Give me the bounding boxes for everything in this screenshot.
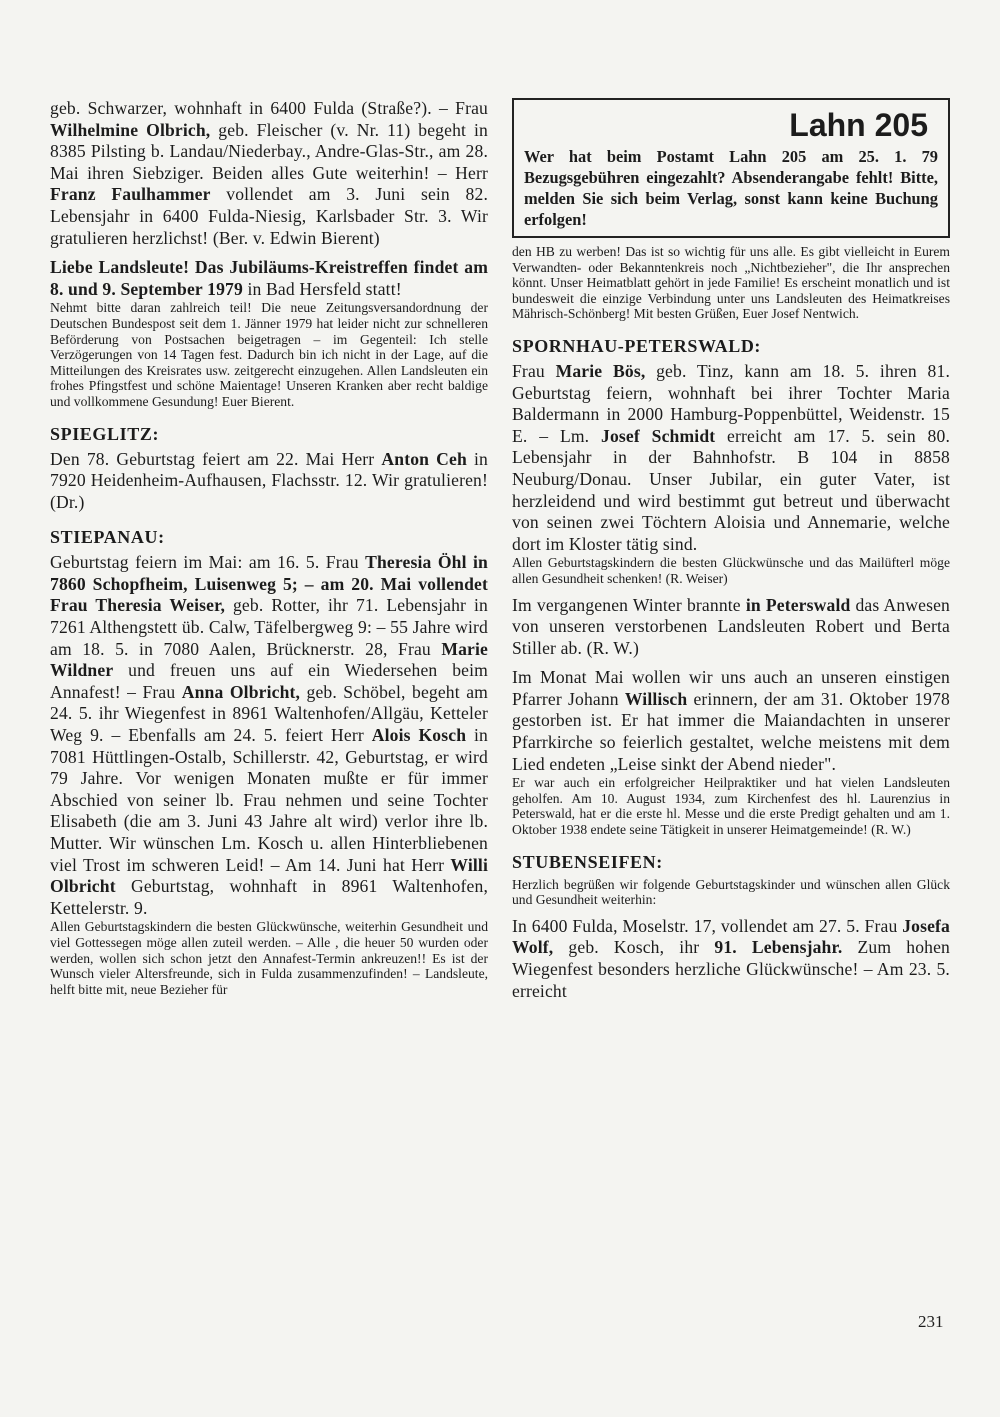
paragraph-peterswald-fire: Im vergangenen Winter brannte in Peterswald das Anwesen von unseren verstorbenen Landsleuten Robert und Berta Stiller ab. (R. W.) [512,594,950,658]
notice-box-text [524,146,938,230]
emphasis: Willisch [624,688,688,709]
emphasis: Anton Ceh [381,448,467,469]
emphasis: Alois Kosch [371,725,467,746]
section-heading-spieglitz: SPIEGLITZ: [50,423,160,444]
emphasis: 91. Lebensjahr. [714,937,843,958]
emphasis: Theresia Öhl in 7860 Schopfheim, Luisenweg 5; – am 20. Mai vollendet Frau Theresia Weiser, [50,552,488,616]
paragraph-spornhau: Frau Marie Bös, geb. Tinz, kann am 18. 5. ihren 81. Geburtstag feiern, wohnhaft bei ihrer Tochter Maria Baldermann in 2000 Hamburg-Poppenbüttel, Weidenstr. 15 E. – Lm. Josef Schmidt erreicht am 17. 5. sein 80. Lebensjahr in der Bahnhofstr. B 104 in 8858 Neuburg/Donau. Unser Jubilar, ein guter Vater, ist herzleidend und wird bestimmt gut betreut und überwacht von seinen zwei Töchtern Aloisia und Annemarie, welche dort im Kloster tätig sind. [512,360,950,554]
emphasis: Liebe Landsleute! Das Jubiläums-Kreistreffen findet am 8. und 9. September 1979 [50,257,488,299]
paragraph-kreistreffen: Liebe Landsleute! Das Jubiläums-Kreistreffen findet am 8. und 9. September 1979 in Bad Hersfeld statt! [50,257,488,299]
emphasis: Anna Olbricht, [181,681,301,702]
paragraph-stubenseifen-intro: Herzlich begrüßen wir folgende Geburtstagskinder und wünschen allen Glück und Gesundheit weiterhin: [512,876,950,908]
emphasis: Wilhelmine Olbrich, [50,119,211,140]
left-column [50,98,488,997]
paragraph-stiepanau-wishes: Allen Geburtstagskindern die besten Glückwünsche, weiterhin Gesundheit und viel Gottessegen möge allen zuteil werden. – Alle , die heuer 50 wurden oder werden, wollen sich schon jetzt den Annafest-Termin ankreuzen!! Es ist der Wunsch vieler Altersfreunde, sich in Fulda zusammenzufinden! – Landsleute, helft bitte mit, neue Bezieher für [50,919,488,997]
section-heading-stiepanau: STIEPANAU: [50,527,165,548]
section-heading-spornhau-peterswald: SPORNHAU-PETERSWALD: [512,335,762,356]
paragraph-stiepanau: Geburtstag feiern im Mai: am 16. 5. Frau Theresia Öhl in 7860 Schopfheim, Luisenweg 5; – am 20. Mai vollendet Frau Theresia Weiser, geb. Rotter, ihr 71. Lebensjahr in 7261 Althengstett üb. Calw, Täfelbergweg 9: – 55 Jahre wird am 18. 5. in 7080 Aalen, Brücknerstr. 28, Frau Marie Wildner und freuen uns auf ein Wiedersehen beim Annafest! – Frau Anna Olbricht, geb. Schöbel, begeht am 24. 5. ihr Wiegenfest in 8961 Waltenhofen/Allgäu, Ketteler Weg 9. – Ebenfalls am 24. 5. feiert Herr Alois Kosch in 7081 Hüttlingen-Ostalb, Schillerstr. 42, Geburtstag, er wird 79 Jahre. Vor wenigen Monaten mußte er für immer Abschied von seiner lb. Frau nehmen und seine Tochter Elisabeth (die am 3. Juni 43 Jahre alt wird) verlor ihre lb. Mutter. Wir wünschen Lm. Kosch u. allen Hinterbliebenen viel Trost im schweren Leid! – Am 14. Juni hat Herr Willi Olbricht Geburtstag, wohnhaft in 8961 Waltenhofen, Kettelerstr. 9. [50,552,488,918]
paragraph-hb-werben: den HB zu werben! Das ist so wichtig für uns alle. Es gibt vielleicht in Eurem Verwandten- oder Bekanntenkreis noch „Nichtbezieher", die Ihr ansprechen könnt. Unser Heimatblatt gehört in jede Familie! Es erscheint monatlich und ist bundesweit die einzige Verbindung unter uns Landsleuten des Heimatkreises Mährisch-Schönberg! Mit besten Grüßen, Euer Josef Nentwich. [512,244,950,322]
emphasis: Franz Faulhammer [50,184,211,205]
emphasis: Postamt Lahn 205 am 25. 1. 79 [656,147,939,166]
notice-box-lahn-205 [512,98,950,238]
emphasis: Marie Bös, [555,360,646,381]
emphasis: Josefa Wolf, [512,915,950,958]
emphasis: Wer hat beim [524,147,657,166]
emphasis: Willi Olbricht [50,854,488,897]
paragraph-olbrich-faulhammer: geb. Schwarzer, wohnhaft in 6400 Fulda (Straße?). – Frau Wilhelmine Olbrich, geb. Fleischer (v. Nr. 11) begeht in 8385 Pilsting b. Landau/Niederbay., Andre-Glas-Str., am 28. Mai ihren Siebziger. Beiden alles Gute weiterhin! – Herr Franz Faulhammer vollendet am 3. Juni sein 82. Lebensjahr in 6400 Fulda-Niesig, Karlsbader Str. 3. Wir gratulieren herzlichst! (Ber. v. Edwin Bierent) [50,98,488,248]
section-heading-stubenseifen: STUBENSEIFEN: [512,851,663,872]
page-number: 231 [918,1312,944,1331]
notice-box-title: Lahn 205 [789,107,928,143]
paragraph-pfarrer-willisch: Im Monat Mai wollen wir uns auch an unseren einstigen Pfarrer Johann Willisch erinnern, der am 31. Oktober 1978 gestorben ist. Er hat immer die Maiandachten in unserer Pfarrkirche so feierlich gestaltet, welche meistens mit dem Lied endeten „Leise sinkt der Abend nieder". [512,667,950,774]
paragraph-stubenseifen: In 6400 Fulda, Moselstr. 17, vollendet am 27. 5. Frau Josefa Wolf, geb. Kosch, ihr 91. Lebensjahr. Zum hohen Wiegenfest besonders herzliche Glückwünsche! – Am 23. 5. erreicht [512,915,950,1001]
emphasis: Bezugsgebühren eingezahlt? Absenderangabe fehlt! Bitte, melden Sie sich beim Verlag, sonst kann keine Buchung erfolgen! [524,168,938,229]
right-column [512,98,950,1002]
emphasis: Marie Wildner [50,638,488,681]
paragraph-spornhau-wishes: Allen Geburtstagskindern die besten Glückwünsche und das Mailüfterl möge allen Gesundheit schenken! (R. Weiser) [512,555,950,586]
paragraph-heilpraktiker: Er war auch ein erfolgreicher Heilpraktiker und hat vielen Landsleuten geholfen. Am 10. August 1934, zum Kirchenfest des hl. Laurenzius in Peterswald, hat er die erste hl. Messe und die erste Predigt gehalten und am 1. Oktober 1938 endete seine Tätigkeit in unserer Heimatgemeinde! (R. W.) [512,775,950,838]
emphasis: Josef Schmidt [601,425,716,446]
paragraph-spieglitz: Den 78. Geburtstag feiert am 22. Mai Herr Anton Ceh in 7920 Heidenheim-Aufhausen, Flachsstr. 12. Wir gratulieren! (Dr.) [50,448,488,512]
paragraph-bierent-notice: Nehmt bitte daran zahlreich teil! Die neue Zeitungsversandordnung der Deutschen Bundespost seit dem 1. Jänner 1979 hat leider nicht zur schnelleren Beförderung von Postsachen beigetragen – im Gegenteil: Ich stelle Verzögerungen von 14 Tagen fest. Dadurch bin ich nicht in der Lage, auf die Mitteilungen des Kreisrates usw. zeitgerecht einzugehen. Allen Landsleuten ein frohes Pfingstfest und schöne Maientage! Unseren Kranken aber recht baldige und vollkommene Gesundung! Euer Bierent. [50,300,488,409]
emphasis: in Peterswald [745,594,851,615]
